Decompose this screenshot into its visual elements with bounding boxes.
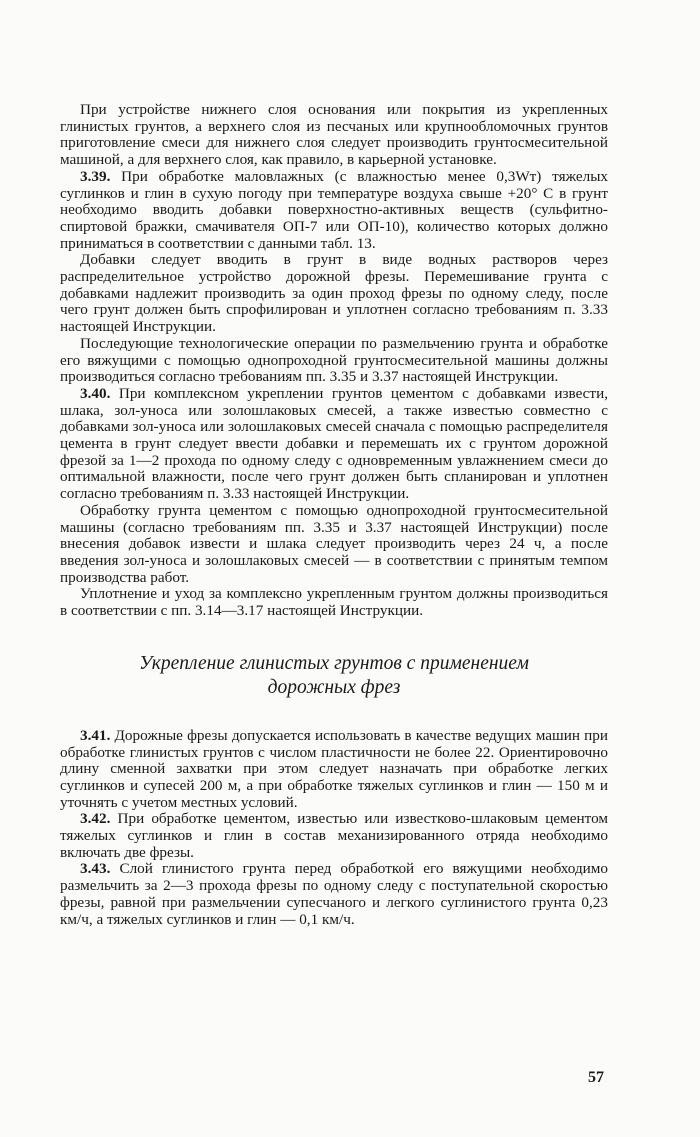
clause-number: 3.42. — [80, 810, 111, 828]
paragraph: Добавки следует вводить в грунт в виде водных растворов через распределительное устройство дорожной фрезы. Перемешивание грунта с добавками надлежит производить за один проход фрезы по одному следу, после чего грунт должен быть спрофилирован и уплотнен согласно требованиям п. 3.33 настоящей Инструкции. — [60, 251, 608, 336]
paragraph-3-43: 3.43. Слой глинистого грунта перед обработкой его вяжущими необходимо размельчить за 2—3 прохода фрезы по одному следу с поступательной скоростью фрезы, равной при размельчении супесчаного и легкого суглинистого грунта 0,23 км/ч, а тяжелых суглинков и глин — 0,1 км/ч. — [60, 860, 608, 928]
paragraph-3-39: 3.39. При обработке маловлажных (с влажностью менее 0,3Wт) тяжелых суглинков и глин в сухую погоду при температуре воздуха свыше +20° С в грунт необходимо вводить добавки поверхностно-активных веществ (сульфитно-спиртовой бражки, смачивателя ОП-7 или ОП-10), количество которых должно приниматься в соответствии с данными табл. 13. — [60, 167, 608, 252]
section-heading — [60, 652, 608, 700]
section-heading-line-1: Укрепление глинистых грунтов с применением — [139, 652, 529, 674]
paragraph: Уплотнение и уход за комплексно укрепленным грунтом должны производиться в соответствии с пп. 3.14—3.17 настоящей Инструкции. — [60, 585, 608, 620]
paragraph-3-42: 3.42. При обработке цементом, известью или известково-шлаковым цементом тяжелых суглинков и глин в состав механизированного отряда необходимо включать две фрезы. — [60, 810, 608, 861]
page-body — [60, 102, 608, 928]
paragraph: Последующие технологические операции по размельчению грунта и обработке его вяжущими с помощью однопроходной грунтосмесительной машины должны производиться согласно требованиям пп. 3.35 и 3.37 настоящей Инструкции. — [60, 334, 608, 386]
paragraph-3-40: 3.40. При комплексном укреплении грунтов цементом с добавками извести, шлака, зол-уноса или золошлаковых смесей, а также известью совместно с добавками зол-уноса или золошлаковых смесей сначала с помощью распределителя цемента в грунт следует ввести добавки и перемешать их с грунтом дорожной фрезой за 1—2 прохода по одному следу с одновременным увлажнением смеси до оптимальной влажности, после чего грунт должен быть спланирован и уплотнен согласно требованиям п. 3.33 настоящей Инструкции. — [60, 384, 608, 503]
clause-number: 3.43. — [80, 860, 111, 878]
paragraph-3-41: 3.41. Дорожные фрезы допускается использовать в качестве ведущих машин при обработке глинистых грунтов с числом пластичности не более 22. Ориентировочно длину сменной захватки при этом следует назначать при обработке легких суглинков и супесей 200 м, а при обработке тяжелых суглинков и глин — 150 м и уточнять с учетом местных условий. — [60, 726, 608, 811]
paragraph: При устройстве нижнего слоя основания или покрытия из укрепленных глинистых грунтов, а верхнего слоя из песчаных или крупнообломочных грунтов приготовление смеси для нижнего слоя следует производить грунтосмесительной машиной, а для верхнего слоя, как правило, в карьерной установке. — [60, 101, 608, 169]
paragraph: Обработку грунта цементом с помощью однопроходной грунтосмесительной машины (согласно требованиям пп. 3.35 и 3.37 настоящей Инструкции) после внесения добавок извести и шлака следует производить через 24 ч, а после введения зол-уноса и золошлаковых смесей — в соответствии с принятым темпом производства работ. — [60, 501, 608, 586]
clause-number: 3.41. — [80, 726, 111, 744]
clause-number: 3.40. — [80, 384, 111, 402]
clause-number: 3.39. — [80, 167, 111, 185]
page-number: 57 — [588, 1069, 604, 1086]
section-heading-line-2: дорожных фрез — [267, 676, 401, 698]
